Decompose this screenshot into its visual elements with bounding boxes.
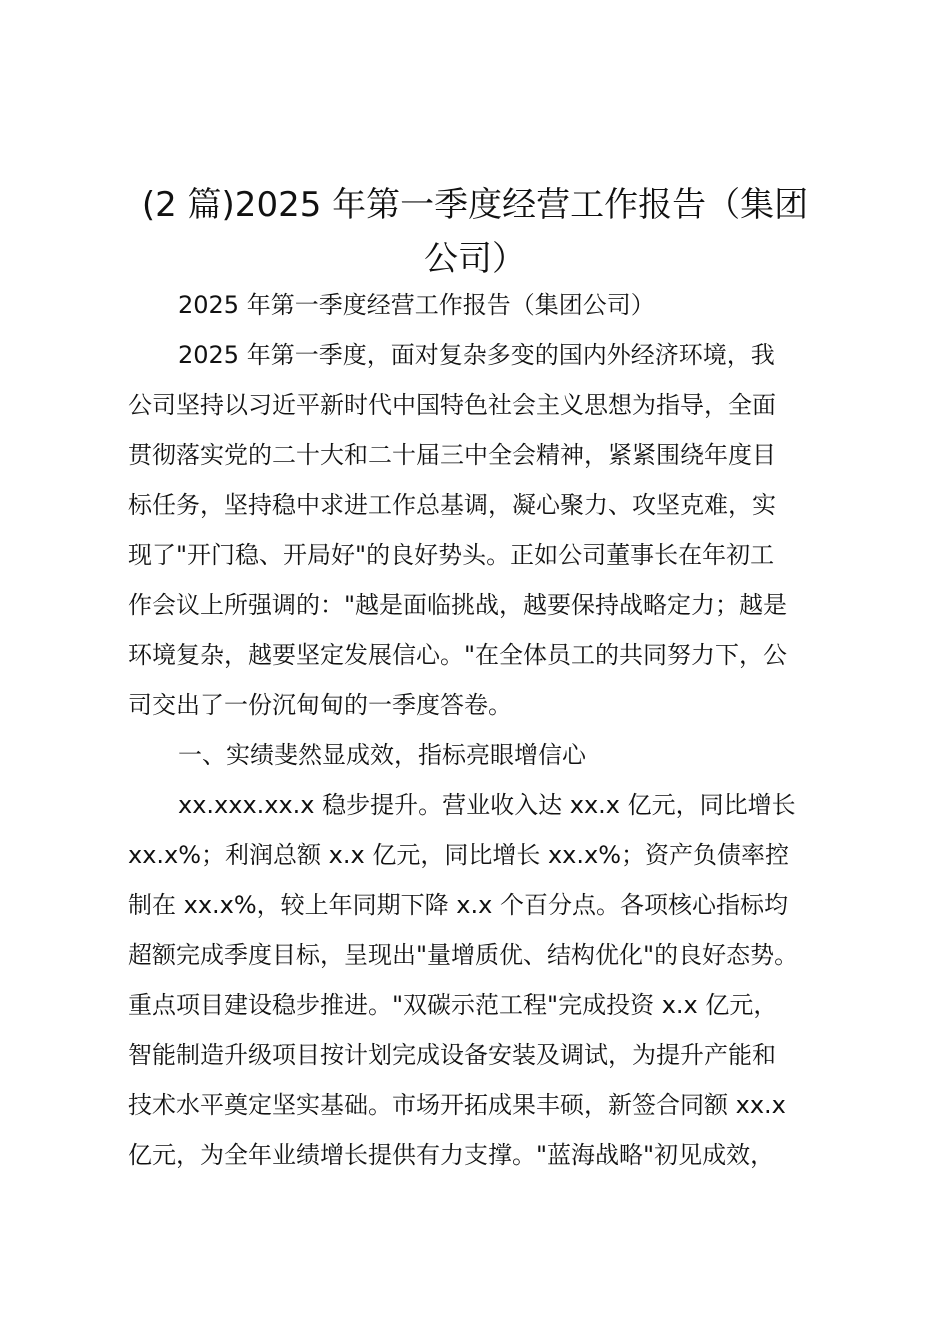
paragraph-2-line-4: 超额完成季度目标，呈现出"量增质优、结构优化"的良好态势。	[128, 941, 799, 969]
paragraph-2-line-6: 智能制造升级项目按计划完成设备安装及调试，为提升产能和	[128, 1041, 776, 1069]
paragraph-1-line-5: 现了"开门稳、开局好"的良好势头。正如公司董事长在年初工	[128, 541, 775, 569]
paragraph-1-line-2: 公司坚持以习近平新时代中国特色社会主义思想为指导，全面	[128, 391, 776, 419]
section-heading-1: 一、实绩斐然显成效，指标亮眼增信心	[178, 741, 586, 769]
paragraph-1-line-4: 标任务，坚持稳中求进工作总基调，凝心聚力、攻坚克难，实	[128, 491, 776, 519]
paragraph-1-line-6: 作会议上所强调的："越是面临挑战，越要保持战略定力；越是	[128, 591, 788, 619]
subtitle-line: 2025 年第一季度经营工作报告（集团公司）	[178, 291, 655, 319]
title-line-1: (2 篇)2025 年第一季度经营工作报告（集团	[141, 185, 809, 225]
paragraph-1-line-3: 贯彻落实党的二十大和二十届三中全会精神，紧紧围绕年度目	[128, 441, 776, 469]
paragraph-2-line-1: xx.xxx.xx.x 稳步提升。营业收入达 xx.x 亿元，同比增长	[178, 791, 796, 819]
paragraph-2-line-2: xx.x%；利润总额 x.x 亿元，同比增长 xx.x%；资产负债率控	[128, 841, 790, 869]
paragraph-1-line-7: 环境复杂，越要坚定发展信心。"在全体员工的共同努力下，公	[128, 641, 788, 669]
document-title	[120, 178, 830, 286]
document-body	[128, 280, 848, 1180]
paragraph-2-line-5: 重点项目建设稳步推进。"双碳示范工程"完成投资 x.x 亿元，	[128, 991, 778, 1019]
paragraph-2-line-3: 制在 xx.x%，较上年同期下降 x.x 个百分点。各项核心指标均	[128, 891, 788, 919]
paragraph-2-line-8: 亿元，为全年业绩增长提供有力支撑。"蓝海战略"初见成效，	[128, 1141, 775, 1169]
paragraph-1-line-8: 司交出了一份沉甸甸的一季度答卷。	[128, 691, 512, 719]
paragraph-2-line-7: 技术水平奠定坚实基础。市场开拓成果丰硕，新签合同额 xx.x	[128, 1091, 786, 1119]
title-line-2: 公司）	[424, 239, 526, 279]
paragraph-1-line-1: 2025 年第一季度，面对复杂多变的国内外经济环境，我	[178, 341, 775, 369]
